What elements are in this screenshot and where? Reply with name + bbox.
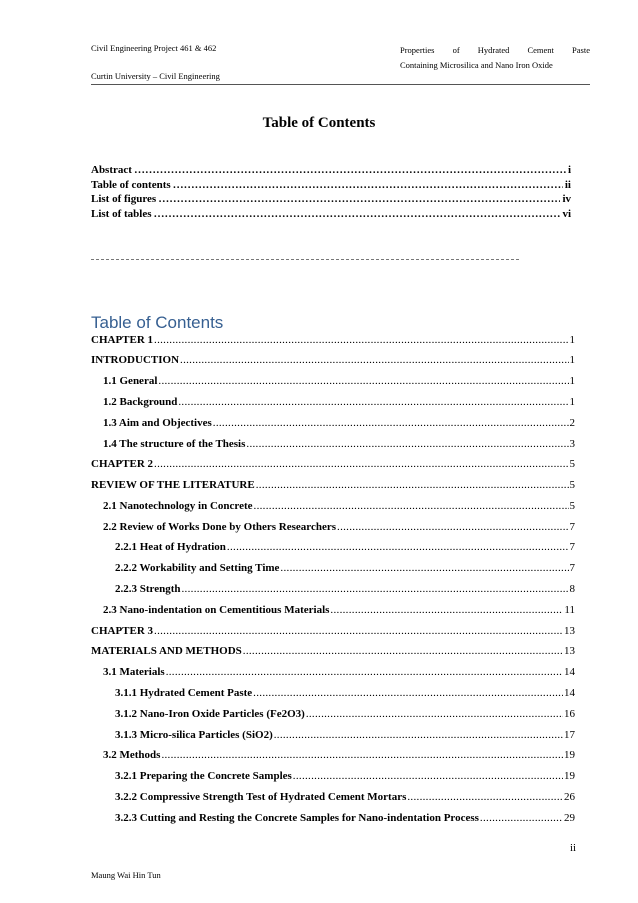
toc-entry-page: 7 <box>569 541 575 553</box>
toc-entry[interactable] <box>91 457 575 471</box>
toc-entry-label: 2.2.2 Workability and Setting Time <box>115 562 280 574</box>
header-title-word: Paste <box>572 45 590 55</box>
header-university: Curtin University – Civil Engineering <box>91 71 220 81</box>
toc-entry-page: 13 <box>564 645 575 657</box>
toc-entry[interactable] <box>91 437 575 451</box>
toc-entry[interactable] <box>91 811 575 825</box>
front-matter-entry[interactable] <box>91 192 571 207</box>
entry-label: List of figures <box>91 193 157 205</box>
header-project: Civil Engineering Project 461 & 462 <box>91 43 217 53</box>
entry-label: List of tables <box>91 207 152 220</box>
leader-dots <box>293 769 563 783</box>
toc-entry-page: 19 <box>564 749 575 761</box>
toc-entry-page: 19 <box>564 770 575 782</box>
toc-entry-page: 17 <box>564 729 575 741</box>
leader-dots <box>480 811 563 825</box>
section-separator <box>91 259 519 260</box>
toc-entry-page: 1 <box>569 354 575 366</box>
toc-entry[interactable] <box>91 478 575 492</box>
toc-entry-label: 1.4 The structure of the Thesis <box>103 438 246 450</box>
toc-entry-label: 3.1 Materials <box>103 666 165 678</box>
leader-dots <box>180 353 568 367</box>
toc-entry[interactable] <box>91 707 575 721</box>
header-title-line1 <box>400 43 590 58</box>
leader-dots <box>154 624 563 638</box>
header-title-word: Cement <box>527 45 554 55</box>
toc-entry[interactable] <box>91 353 575 367</box>
leader-dots <box>178 395 568 409</box>
header-title-word: of <box>452 45 460 55</box>
header-title-line2: Containing Microsilica and Nano Iron Oxide <box>400 60 553 70</box>
toc-entry-page: 29 <box>564 812 575 824</box>
toc-entry[interactable] <box>91 665 575 679</box>
leader-dots <box>407 790 563 804</box>
toc-entry-page: 8 <box>569 583 575 595</box>
leader-dots <box>154 457 568 471</box>
toc-entry-page: 5 <box>569 479 575 491</box>
toc-entry[interactable] <box>91 582 575 596</box>
toc-entry-page: 13 <box>564 625 575 637</box>
entry-page: i <box>567 164 571 176</box>
toc-entry[interactable] <box>91 416 575 430</box>
entry-label: Table of contents <box>91 178 171 191</box>
toc-entry-label: 2.2.1 Heat of Hydration <box>115 541 226 553</box>
leader-dots <box>306 707 563 721</box>
toc-entry-page: 2 <box>569 417 575 429</box>
toc-entry[interactable] <box>91 790 575 804</box>
toc-heading-secondary: Table of Contents <box>91 313 224 332</box>
header-title-word: Hydrated <box>477 45 510 55</box>
toc-entry-page: 1 <box>569 334 575 346</box>
toc-entry[interactable] <box>91 561 575 575</box>
toc-entry-label: CHAPTER 1 <box>91 334 154 346</box>
leader-dots <box>243 644 563 658</box>
leader-dots <box>280 561 568 575</box>
leader-dots <box>154 333 568 347</box>
entry-page: iv <box>562 193 571 205</box>
toc-entry-label: 1.3 Aim and Objectives <box>103 417 212 429</box>
toc-entry[interactable] <box>91 520 575 534</box>
leader-dots <box>166 665 563 679</box>
toc-entry-label: REVIEW OF THE LITERATURE <box>91 479 255 491</box>
page-number: ii <box>570 842 577 854</box>
toc-entry[interactable] <box>91 748 575 762</box>
entry-page: ii <box>564 178 571 191</box>
toc-entry-label: 2.1 Nanotechnology in Concrete <box>103 500 253 512</box>
toc-entry-label: 3.2.1 Preparing the Concrete Samples <box>115 770 292 782</box>
toc-entry-label: 3.1.1 Hydrated Cement Paste <box>115 687 253 699</box>
toc-entry[interactable] <box>91 644 575 658</box>
toc-entry-label: 3.2.3 Cutting and Resting the Concrete Samples for Nano-indentation Process <box>115 812 479 824</box>
toc-entry-page: 11 <box>564 604 575 616</box>
header-divider <box>91 84 590 85</box>
toc-entry-label: INTRODUCTION <box>91 354 180 366</box>
toc-entry-page: 1 <box>569 396 575 408</box>
toc-entry[interactable] <box>91 769 575 783</box>
toc-entry[interactable] <box>91 603 575 617</box>
leader-dots <box>256 478 569 492</box>
toc-entry-page: 3 <box>569 438 575 450</box>
toc-entry-page: 1 <box>569 375 575 387</box>
toc-entry-page: 14 <box>564 687 575 699</box>
toc-entry[interactable] <box>91 395 575 409</box>
leader-dots <box>182 582 569 596</box>
toc-entry-label: 3.2 Methods <box>103 749 161 761</box>
toc-entry-label: 3.1.2 Nano-Iron Oxide Particles (Fe2O3) <box>115 708 305 720</box>
front-matter-entry[interactable] <box>91 178 571 193</box>
leader-dots <box>274 728 563 742</box>
toc-entry-label: 2.2.3 Strength <box>115 583 181 595</box>
leader-dots <box>227 540 569 554</box>
leader-dots <box>330 603 563 617</box>
toc-entry-label: MATERIALS AND METHODS <box>91 645 242 657</box>
toc-entry-label: 1.1 General <box>103 375 158 387</box>
entry-page: vi <box>562 207 571 220</box>
toc-entry-label: 2.3 Nano-indentation on Cementitious Materials <box>103 604 330 616</box>
entry-label: Abstract <box>91 164 132 176</box>
toc-entry-label: CHAPTER 2 <box>91 458 154 470</box>
toc-entry-label: CHAPTER 3 <box>91 625 154 637</box>
toc-entry[interactable] <box>91 728 575 742</box>
leader-dots <box>158 374 568 388</box>
leader-dots <box>246 437 568 451</box>
toc-entry[interactable] <box>91 499 575 513</box>
front-matter-entry[interactable] <box>91 163 571 178</box>
toc-entry-page: 7 <box>569 562 575 574</box>
leader-dots <box>337 520 568 534</box>
leader-dots <box>173 178 563 193</box>
front-matter-entry[interactable] <box>91 207 571 222</box>
toc-entry-label: 3.2.2 Compressive Strength Test of Hydrated Cement Mortars <box>115 791 407 803</box>
header-title-word: Properties <box>400 45 435 55</box>
leader-dots <box>253 686 563 700</box>
toc-entry-label: 3.1.3 Micro-silica Particles (SiO2) <box>115 729 273 741</box>
header-title <box>400 43 590 73</box>
leader-dots <box>161 748 563 762</box>
toc-entry-page: 5 <box>569 500 575 512</box>
toc-entry[interactable] <box>91 624 575 638</box>
leader-dots <box>158 192 560 207</box>
leader-dots <box>254 499 569 513</box>
toc-entry[interactable] <box>91 686 575 700</box>
toc-entry-page: 14 <box>564 666 575 678</box>
leader-dots <box>213 416 569 430</box>
leader-dots <box>134 163 566 178</box>
leader-dots <box>154 207 561 222</box>
toc-entry[interactable] <box>91 333 575 347</box>
toc-heading-main: Table of Contents <box>262 115 376 131</box>
toc-entry-page: 7 <box>569 521 575 533</box>
toc-entry-page: 16 <box>564 708 575 720</box>
toc-entry[interactable] <box>91 374 575 388</box>
toc-entry-label: 1.2 Background <box>103 396 178 408</box>
footer-author: Maung Wai Hin Tun <box>91 870 161 880</box>
front-matter-list <box>91 163 571 221</box>
toc-entry-page: 5 <box>569 458 575 470</box>
toc-entry-label: 2.2 Review of Works Done by Others Researchers <box>103 521 337 533</box>
toc-entry-page: 26 <box>564 791 575 803</box>
toc-entry[interactable] <box>91 540 575 554</box>
